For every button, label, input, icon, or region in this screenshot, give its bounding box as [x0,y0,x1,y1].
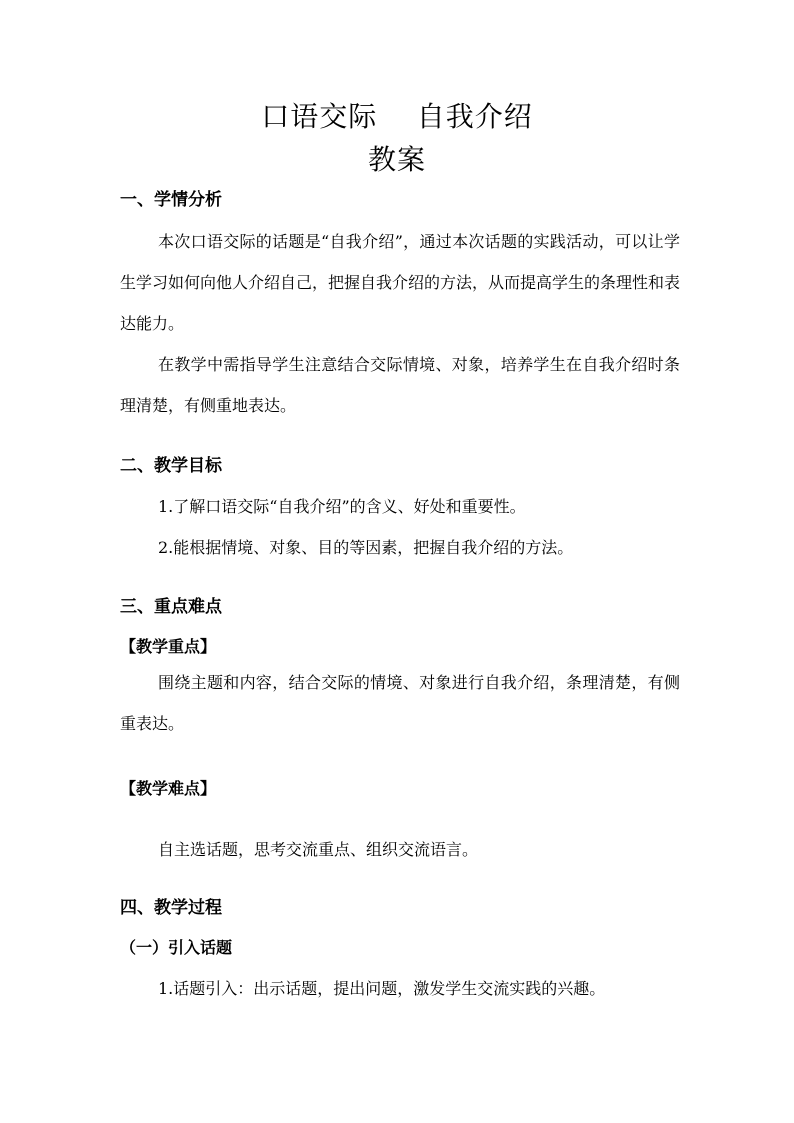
analysis-paragraph-2: 在教学中需指导学生注意结合交际情境、对象，培养学生在自我介绍时条理清楚，有侧重地表达。 [120,355,680,415]
difficult-point-text: 自主选话题，思考交流重点、组织交流语言。 [158,840,479,859]
objective-item-1: 1.了解口语交际“自我介绍”的含义、好处和重要性。 [158,497,526,516]
section-heading-objectives: 二、教学目标 [120,456,222,476]
objective-item-2: 2.能根据情境、对象、目的等因素，把握自我介绍的方法。 [158,538,574,557]
key-point-text: 围绕主题和内容，结合交际的情境、对象进行自我介绍，条理清楚，有侧重表达。 [120,673,680,733]
document-subtitle: 教案 [367,143,426,176]
key-point-label: 【教学重点】 [120,637,217,656]
difficult-point-label: 【教学难点】 [120,779,217,798]
process-subheading-1: （一）引入话题 [120,938,233,957]
process-item-1: 1.话题引入：出示话题，提出问题，激发学生交流实践的兴趣。 [158,979,606,998]
document-title: 口语交际 自我介绍 [261,100,533,133]
analysis-paragraph-1: 本次口语交际的话题是“自我介绍”，通过本次话题的实践活动，可以让学生学习如何向他人介绍自己，把握自我介绍的方法，从而提高学生的条理性和表达能力。 [120,232,681,333]
section-heading-key-points: 三、重点难点 [120,597,222,617]
section-heading-process: 四、教学过程 [120,898,222,918]
section-heading-analysis: 一、学情分析 [120,190,222,210]
